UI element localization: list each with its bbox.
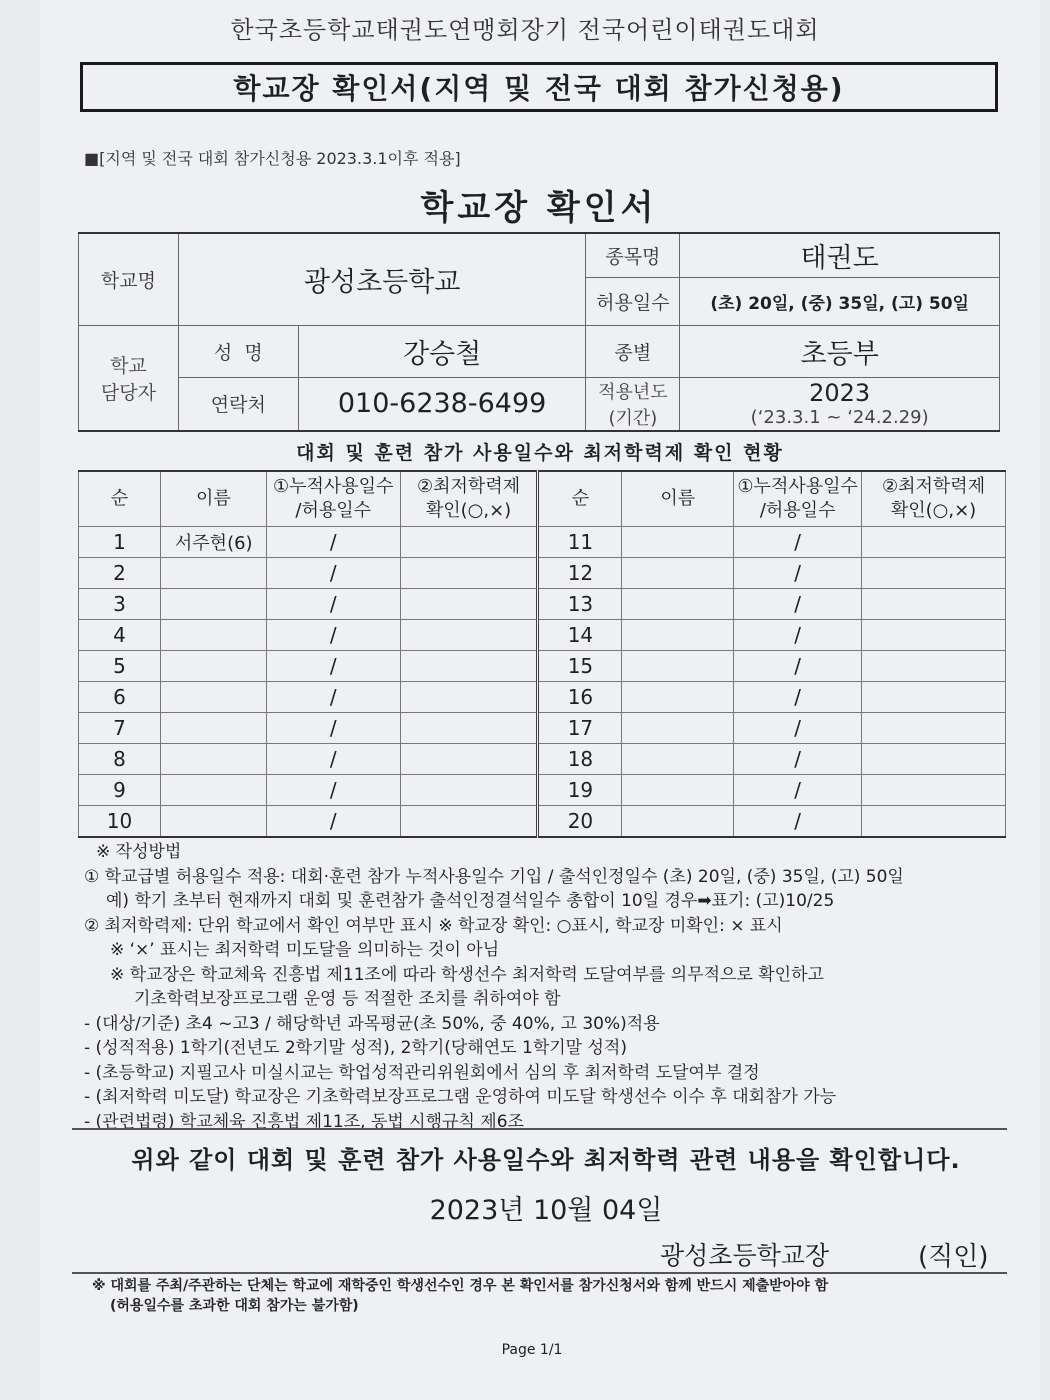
col-confirm-right	[862, 471, 1006, 527]
row-days-right: /	[734, 806, 862, 838]
row-number: 10	[79, 806, 161, 838]
instruction-line: ※ 학교장은 학교체육 진흥법 제11조에 따라 학생선수 최저학력 도달여부를 의무적으로 확인하고	[110, 964, 824, 985]
row-confirm-right	[862, 682, 1006, 713]
table-header-row	[79, 471, 1006, 527]
instruction-line: ※ ‘×’ 표시는 최저학력 미도달을 의미하는 것이 아님	[110, 940, 500, 960]
organization-title: 한국초등학교태권도연맹회장기 전국어린이태권도대회	[230, 16, 820, 44]
row-name-right	[622, 527, 734, 558]
instruction-line: - (관련법령) 학교체육 진흥법 제11조, 동법 시행규칙 제6조	[84, 1111, 524, 1132]
row-number-right: 12	[538, 558, 622, 589]
allowed-days-label: 허용일수	[586, 277, 680, 325]
row-number-right: 13	[538, 589, 622, 620]
row-number-right: 20	[538, 806, 622, 838]
col-days-line1: ①누적사용일수	[272, 476, 394, 497]
row-number-right: 15	[538, 651, 622, 682]
application-note: ■[지역 및 전국 대회 참가신청용 2023.3.1이후 적용]	[84, 149, 461, 168]
row-number-right: 17	[538, 713, 622, 744]
allowed-days-value: (초) 20일, (중) 35일, (고) 50일	[680, 277, 1000, 325]
division-label: 종별	[586, 325, 680, 377]
issue-date: 2023년 10월 04일	[429, 1195, 663, 1226]
footnote-line2: (허용일수를 초과한 대회 참가는 불가함)	[110, 1298, 359, 1314]
confirmation-statement: 위와 같이 대회 및 훈련 참가 사용일수와 최저학력 관련 내용을 확인합니다.	[131, 1146, 961, 1174]
divider-top	[72, 1128, 1007, 1130]
year-label-line1: 적용년도	[598, 381, 668, 403]
col-confirm-right-line2: 확인(○,×)	[890, 500, 977, 521]
row-days-right: /	[734, 744, 862, 775]
col-num: 순	[79, 471, 161, 527]
event-label: 종목명	[586, 233, 680, 277]
row-name-right	[622, 713, 734, 744]
staff-label	[79, 325, 179, 431]
row-name-right	[622, 620, 734, 651]
row-name	[160, 651, 266, 682]
table-row	[79, 682, 1006, 713]
row-confirm-right	[862, 620, 1006, 651]
col-name-right: 이름	[622, 471, 734, 527]
row-number: 7	[79, 713, 161, 744]
row-name-right	[622, 775, 734, 806]
row-confirm-right	[862, 806, 1006, 838]
row-confirm	[400, 682, 538, 713]
row-confirm-right	[862, 589, 1006, 620]
col-confirm	[400, 471, 538, 527]
instructions	[84, 840, 1004, 1134]
row-days-right: /	[734, 620, 862, 651]
year-period: (‘23.3.1 ~ ‘24.2.29)	[750, 407, 929, 428]
row-name	[160, 589, 266, 620]
contact-label: 연락처	[178, 377, 298, 431]
row-number: 8	[79, 744, 161, 775]
row-days: /	[266, 620, 400, 651]
table-row	[79, 558, 1006, 589]
row-days: /	[266, 527, 400, 558]
instruction-line: - (성적적용) 1학기(전년도 2학기말 성적), 2학기(당해연도 1학기말 성적)	[84, 1038, 627, 1058]
table-row	[79, 713, 1006, 744]
col-confirm-right-line1: ②최저학력제	[882, 476, 986, 497]
row-name	[160, 744, 266, 775]
row-number: 2	[79, 558, 161, 589]
row-number: 6	[79, 682, 161, 713]
instruction-line: ② 최저학력제: 단위 학교에서 확인 여부만 표시 ※ 학교장 확인: ○표시, 학교장 미확인: × 표시	[84, 915, 783, 936]
row-confirm	[400, 744, 538, 775]
row-days: /	[266, 713, 400, 744]
col-days-line2: /허용일수	[295, 500, 372, 521]
row-name	[160, 620, 266, 651]
row-number: 5	[79, 651, 161, 682]
year-label	[586, 377, 680, 431]
row-confirm-right	[862, 775, 1006, 806]
row-name-right	[622, 744, 734, 775]
row-confirm	[400, 806, 538, 838]
row-days-right: /	[734, 589, 862, 620]
row-name-right	[622, 682, 734, 713]
row-name-right	[622, 806, 734, 838]
row-number: 3	[79, 589, 161, 620]
instruction-line: - (초등학교) 지필고사 미실시교는 학업성적관리위원회에서 심의 후 최저학력 도달여부 결정	[84, 1062, 760, 1083]
row-days: /	[266, 744, 400, 775]
row-days-right: /	[734, 775, 862, 806]
row-number-right: 11	[538, 527, 622, 558]
division-value: 초등부	[680, 325, 1000, 377]
row-name	[160, 775, 266, 806]
row-number-right: 18	[538, 744, 622, 775]
participant-table	[78, 470, 1006, 838]
row-days: /	[266, 558, 400, 589]
section-title: 대회 및 훈련 참가 사용일수와 최저학력제 확인 현황	[296, 442, 784, 464]
year-cell	[680, 377, 1000, 431]
row-confirm-right	[862, 744, 1006, 775]
document-title: 학교장 확인서	[420, 188, 658, 228]
row-number: 9	[79, 775, 161, 806]
table-row	[79, 651, 1006, 682]
row-confirm	[400, 589, 538, 620]
row-name	[160, 682, 266, 713]
year-value: 2023	[809, 379, 871, 407]
year-label-line2: (기간)	[608, 407, 658, 429]
instructions-heading: ※ 작성방법	[96, 842, 182, 862]
table-row	[79, 620, 1006, 651]
row-days: /	[266, 806, 400, 838]
table-row	[79, 775, 1006, 806]
school-info-table	[78, 232, 1000, 432]
row-number-right: 16	[538, 682, 622, 713]
table-row	[79, 806, 1006, 838]
school-name-value: 광성초등학교	[178, 233, 586, 325]
row-name: 서주현(6)	[160, 527, 266, 558]
row-confirm	[400, 558, 538, 589]
contact-value: 010-6238-6499	[298, 377, 586, 431]
row-number-right: 14	[538, 620, 622, 651]
row-name-right	[622, 589, 734, 620]
principal-name: 광성초등학교장	[660, 1241, 830, 1270]
row-confirm-right	[862, 558, 1006, 589]
col-days	[266, 471, 400, 527]
row-confirm	[400, 651, 538, 682]
row-days-right: /	[734, 651, 862, 682]
row-days-right: /	[734, 527, 862, 558]
row-days: /	[266, 682, 400, 713]
row-confirm	[400, 713, 538, 744]
row-confirm-right	[862, 527, 1006, 558]
row-days: /	[266, 589, 400, 620]
row-name-right	[622, 651, 734, 682]
instruction-line: - (최저학력 미도달) 학교장은 기초학력보장프로그램 운영하여 미도달 학생선수 이수 후 대회참가 가능	[84, 1087, 837, 1107]
row-number: 1	[79, 527, 161, 558]
row-number: 4	[79, 620, 161, 651]
form-title: 학교장 확인서(지역 및 전국 대회 참가신청용)	[80, 62, 998, 112]
row-days-right: /	[734, 713, 862, 744]
row-days: /	[266, 775, 400, 806]
official-seal-label: (직인)	[918, 1242, 989, 1272]
row-confirm-right	[862, 713, 1006, 744]
page-number: Page 1/1	[501, 1342, 563, 1358]
row-name	[160, 713, 266, 744]
col-confirm-line1: ②최저학력제	[417, 476, 521, 497]
row-days-right: /	[734, 682, 862, 713]
table-row	[79, 744, 1006, 775]
footnote	[92, 1276, 1002, 1316]
event-value: 태권도	[680, 233, 1000, 277]
table-row	[79, 589, 1006, 620]
col-days-right-line1: ①누적사용일수	[737, 476, 858, 497]
row-confirm-right	[862, 651, 1006, 682]
row-number-right: 19	[538, 775, 622, 806]
staff-name-value: 강승철	[298, 325, 586, 377]
col-days-right	[734, 471, 862, 527]
instruction-line: - (대상/기준) 초4 ~고3 / 해당학년 과목평균(초 50%, 중 40%, 고 30%)적용	[84, 1013, 660, 1034]
row-confirm	[400, 775, 538, 806]
instruction-line: 기초학력보장프로그램 운영 등 적절한 조치를 취하여야 함	[134, 989, 561, 1009]
staff-label-line2: 담당자	[100, 381, 156, 404]
col-name: 이름	[160, 471, 266, 527]
instruction-line: ① 학교급별 허용일수 적용: 대회·훈련 참가 누적사용일수 기입 / 출석인정일수 (초) 20일, (중) 35일, (고) 50일	[84, 866, 904, 887]
row-days-right: /	[734, 558, 862, 589]
divider-bottom	[72, 1272, 1007, 1274]
row-name	[160, 558, 266, 589]
staff-name-label: 성 명	[178, 325, 298, 377]
footnote-line1: ※ 대회를 주최/주관하는 단체는 학교에 재학중인 학생선수인 경우 본 확인서를 참가신청서와 함께 반드시 제출받아야 함	[92, 1278, 829, 1294]
col-days-right-line2: /허용일수	[759, 500, 836, 521]
row-days: /	[266, 651, 400, 682]
col-confirm-line2: 확인(○,×)	[425, 500, 512, 521]
instruction-line: 예) 학기 초부터 현재까지 대회 및 훈련참가 출석인정결석일수 총합이 10일 경우➡표기: (고)10/25	[106, 891, 835, 911]
col-num-right: 순	[538, 471, 622, 527]
table-row	[79, 527, 1006, 558]
row-confirm	[400, 527, 538, 558]
row-name	[160, 806, 266, 838]
row-confirm	[400, 620, 538, 651]
staff-label-line1: 학교	[110, 354, 147, 377]
school-name-label: 학교명	[79, 233, 179, 325]
row-name-right	[622, 558, 734, 589]
